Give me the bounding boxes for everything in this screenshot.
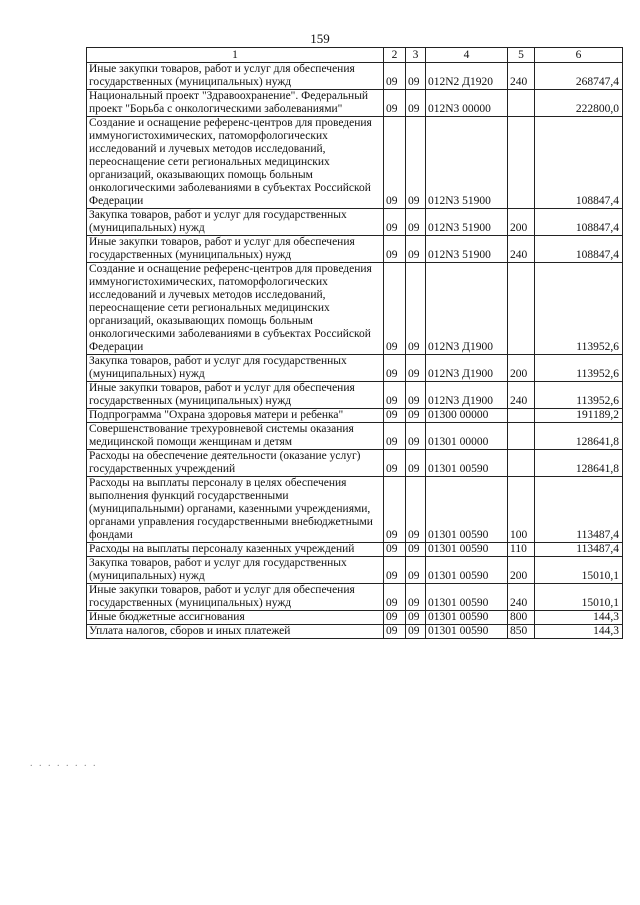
section-code: 09 — [384, 423, 406, 450]
table-row — [87, 355, 623, 382]
section-code: 09 — [384, 625, 406, 639]
row-description: Иные бюджетные ассигнования — [87, 611, 384, 625]
section-code: 09 — [384, 557, 406, 584]
row-description: Закупка товаров, работ и услуг для государственных (муниципальных) нужд — [87, 209, 384, 236]
table-row — [87, 611, 623, 625]
expense-type-code: 240 — [508, 382, 535, 409]
amount: 128641,8 — [535, 450, 623, 477]
row-description: Национальный проект "Здравоохранение". Федеральный проект "Борьба с онкологическими заболеваниями" — [87, 90, 384, 117]
section-code: 09 — [384, 263, 406, 355]
row-description: Иные закупки товаров, работ и услуг для обеспечения государственных (муниципальных) нужд — [87, 382, 384, 409]
subsection-code: 09 — [406, 543, 426, 557]
row-description: Иные закупки товаров, работ и услуг для обеспечения государственных (муниципальных) нужд — [87, 63, 384, 90]
amount: 113952,6 — [535, 263, 623, 355]
table-row — [87, 117, 623, 209]
expense-type-code — [508, 409, 535, 423]
amount: 113952,6 — [535, 382, 623, 409]
subsection-code: 09 — [406, 584, 426, 611]
expense-type-code — [508, 263, 535, 355]
subsection-code: 09 — [406, 117, 426, 209]
row-description: Расходы на выплаты персоналу казенных учреждений — [87, 543, 384, 557]
expense-type-code: 110 — [508, 543, 535, 557]
amount: 113487,4 — [535, 543, 623, 557]
subsection-code: 09 — [406, 355, 426, 382]
expense-type-code: 200 — [508, 557, 535, 584]
expense-type-code — [508, 117, 535, 209]
expense-type-code — [508, 450, 535, 477]
expense-type-code: 800 — [508, 611, 535, 625]
target-article-code: 01301 00590 — [426, 557, 508, 584]
table-row — [87, 423, 623, 450]
table-header-row — [87, 48, 623, 63]
table-row — [87, 557, 623, 584]
row-description: Иные закупки товаров, работ и услуг для обеспечения государственных (муниципальных) нужд — [87, 584, 384, 611]
expense-type-code: 100 — [508, 477, 535, 543]
target-article-code: 012N3 Д1900 — [426, 355, 508, 382]
row-description: Подпрограмма "Охрана здоровья матери и ребенка" — [87, 409, 384, 423]
expense-type-code: 240 — [508, 584, 535, 611]
section-code: 09 — [384, 63, 406, 90]
target-article-code: 01301 00590 — [426, 611, 508, 625]
row-description: Совершенствование трехуровневой системы оказания медицинской помощи женщинам и детям — [87, 423, 384, 450]
column-header: 4 — [426, 48, 508, 63]
target-article-code: 012N2 Д1920 — [426, 63, 508, 90]
amount: 108847,4 — [535, 209, 623, 236]
amount: 15010,1 — [535, 584, 623, 611]
row-description: Создание и оснащение референс-центров для проведения иммуногистохимических, патоморфологических исследований и лучевых методов исследований, переоснащение сети региональных медицинских организаций, оказывающих помощь больным онкологическими заболеваниями в субъектах Российской Федерации — [87, 263, 384, 355]
target-article-code: 012N3 51900 — [426, 236, 508, 263]
expense-type-code: 850 — [508, 625, 535, 639]
amount: 191189,2 — [535, 409, 623, 423]
target-article-code: 012N3 51900 — [426, 209, 508, 236]
section-code: 09 — [384, 584, 406, 611]
row-description: Закупка товаров, работ и услуг для государственных (муниципальных) нужд — [87, 557, 384, 584]
amount: 108847,4 — [535, 117, 623, 209]
target-article-code: 01301 00590 — [426, 477, 508, 543]
subsection-code: 09 — [406, 557, 426, 584]
column-header: 3 — [406, 48, 426, 63]
subsection-code: 09 — [406, 63, 426, 90]
subsection-code: 09 — [406, 236, 426, 263]
target-article-code: 01301 00590 — [426, 450, 508, 477]
target-article-code: 012N3 51900 — [426, 117, 508, 209]
table-row — [87, 543, 623, 557]
budget-table — [86, 47, 623, 639]
table-row — [87, 477, 623, 543]
subsection-code: 09 — [406, 209, 426, 236]
subsection-code: 09 — [406, 423, 426, 450]
section-code: 09 — [384, 236, 406, 263]
subsection-code: 09 — [406, 382, 426, 409]
margin-dots: . . . . . . . . — [30, 758, 98, 769]
target-article-code: 01301 00590 — [426, 625, 508, 639]
subsection-code: 09 — [406, 611, 426, 625]
table-row — [87, 90, 623, 117]
section-code: 09 — [384, 382, 406, 409]
column-header: 6 — [535, 48, 623, 63]
target-article-code: 01301 00000 — [426, 423, 508, 450]
amount: 144,3 — [535, 625, 623, 639]
row-description: Расходы на выплаты персоналу в целях обеспечения выполнения функций государственными (муниципальными) органами, казенными учреждениями, органами управления государственными внебюджетными фондами — [87, 477, 384, 543]
target-article-code: 01300 00000 — [426, 409, 508, 423]
section-code: 09 — [384, 90, 406, 117]
subsection-code: 09 — [406, 450, 426, 477]
subsection-code: 09 — [406, 409, 426, 423]
subsection-code: 09 — [406, 90, 426, 117]
table-row — [87, 236, 623, 263]
amount: 144,3 — [535, 611, 623, 625]
expense-type-code: 240 — [508, 236, 535, 263]
section-code: 09 — [384, 477, 406, 543]
row-description: Создание и оснащение референс-центров для проведения иммуногистохимических, патоморфологических исследований и лучевых методов исследований, переоснащение сети региональных медицинских организаций, оказывающих помощь больным онкологическими заболеваниями в субъектах Российской Федерации — [87, 117, 384, 209]
table-row — [87, 382, 623, 409]
table-row — [87, 409, 623, 423]
section-code: 09 — [384, 117, 406, 209]
section-code: 09 — [384, 209, 406, 236]
column-header: 1 — [87, 48, 384, 63]
amount: 108847,4 — [535, 236, 623, 263]
table-row — [87, 263, 623, 355]
row-description: Закупка товаров, работ и услуг для государственных (муниципальных) нужд — [87, 355, 384, 382]
column-header: 2 — [384, 48, 406, 63]
amount: 113487,4 — [535, 477, 623, 543]
row-description: Иные закупки товаров, работ и услуг для обеспечения государственных (муниципальных) нужд — [87, 236, 384, 263]
expense-type-code: 200 — [508, 209, 535, 236]
amount: 268747,4 — [535, 63, 623, 90]
expense-type-code: 200 — [508, 355, 535, 382]
table-row — [87, 63, 623, 90]
section-code: 09 — [384, 611, 406, 625]
page-number: 159 — [310, 31, 330, 46]
table-row — [87, 625, 623, 639]
expense-type-code — [508, 90, 535, 117]
table-row — [87, 584, 623, 611]
section-code: 09 — [384, 450, 406, 477]
section-code: 09 — [384, 543, 406, 557]
amount: 15010,1 — [535, 557, 623, 584]
table-row — [87, 450, 623, 477]
target-article-code: 012N3 Д1900 — [426, 263, 508, 355]
amount: 222800,0 — [535, 90, 623, 117]
target-article-code: 012N3 Д1900 — [426, 382, 508, 409]
subsection-code: 09 — [406, 477, 426, 543]
column-header: 5 — [508, 48, 535, 63]
amount: 128641,8 — [535, 423, 623, 450]
table-row — [87, 209, 623, 236]
subsection-code: 09 — [406, 625, 426, 639]
amount: 113952,6 — [535, 355, 623, 382]
expense-type-code — [508, 423, 535, 450]
expense-type-code: 240 — [508, 63, 535, 90]
target-article-code: 01301 00590 — [426, 543, 508, 557]
section-code: 09 — [384, 355, 406, 382]
section-code: 09 — [384, 409, 406, 423]
target-article-code: 012N3 00000 — [426, 90, 508, 117]
subsection-code: 09 — [406, 263, 426, 355]
target-article-code: 01301 00590 — [426, 584, 508, 611]
row-description: Расходы на обеспечение деятельности (оказание услуг) государственных учреждений — [87, 450, 384, 477]
row-description: Уплата налогов, сборов и иных платежей — [87, 625, 384, 639]
